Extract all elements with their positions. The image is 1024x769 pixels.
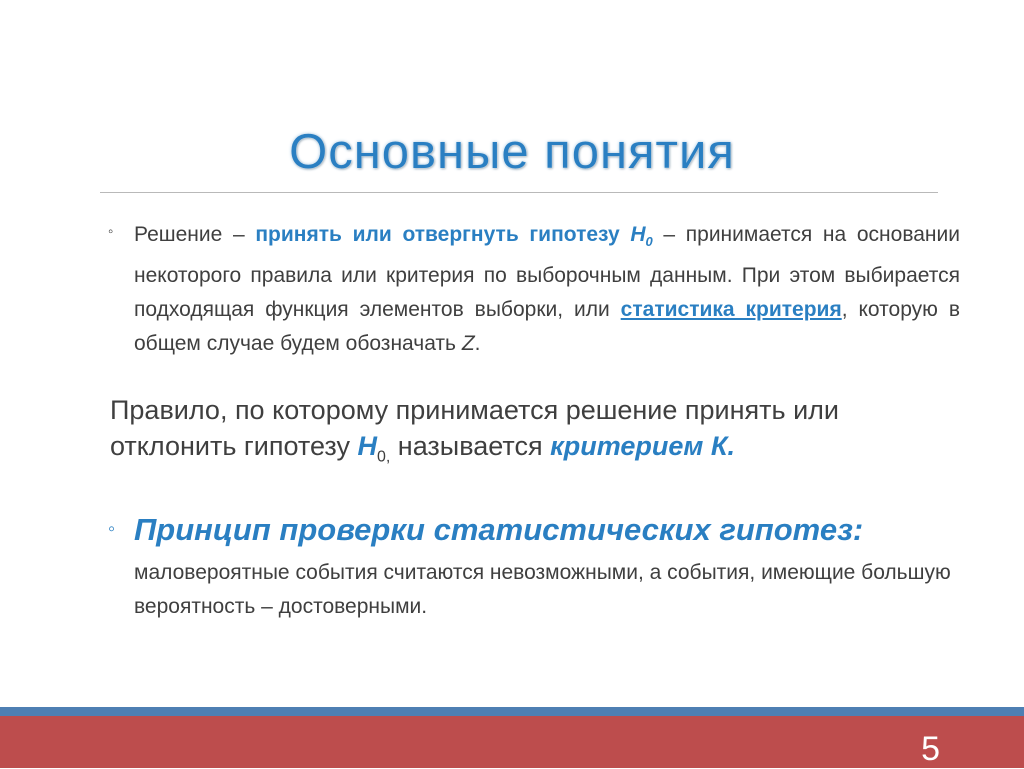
footer-stripe (0, 707, 1024, 716)
criterion-term: критерием К. (550, 431, 735, 461)
hypothesis-symbol (630, 223, 653, 250)
bullet-marker-1: ◦ (108, 223, 114, 240)
bullet-marker-2: ◦ (108, 518, 116, 540)
decision-text-3: , которую в общем случае будем обозначать (134, 298, 960, 356)
title-divider (100, 192, 938, 193)
footer-bar (0, 716, 1024, 768)
hypothesis-subscript-2: 0, (376, 448, 391, 466)
principle-heading: Принцип проверки статистических гипотез: (134, 512, 864, 547)
decision-text-2: – принимается на основании некоторого правила или критерия по выборочным данным. При этом выбирается подходящая функция элементов выборки, или (134, 223, 960, 322)
slide-title: Основные понятия (289, 125, 735, 179)
hypothesis-subscript: 0 (645, 234, 653, 250)
decision-text-4: . (474, 332, 481, 356)
statistic-link[interactable]: статистика критерия (620, 298, 842, 322)
z-symbol: Z (461, 332, 475, 356)
paragraph-decision (134, 218, 960, 361)
paragraph-criterion (110, 392, 970, 475)
page-number: 5 (921, 730, 940, 768)
hypothesis-letter-2: H (357, 431, 377, 461)
decision-highlight: принять или отвергнуть гипотезу (255, 223, 631, 246)
criterion-text-2: называется (390, 431, 551, 461)
decision-text-1: Решение – (134, 223, 256, 246)
hypothesis-symbol-2 (357, 431, 391, 466)
criterion-text-1: Правило, по которому принимается решение принять или отклонить гипотезу (110, 395, 840, 461)
hypothesis-letter: H (630, 223, 646, 246)
principle-body: маловероятные события считаются невозможными, а события, имеющие большую вероятность – достоверными. (134, 561, 951, 618)
